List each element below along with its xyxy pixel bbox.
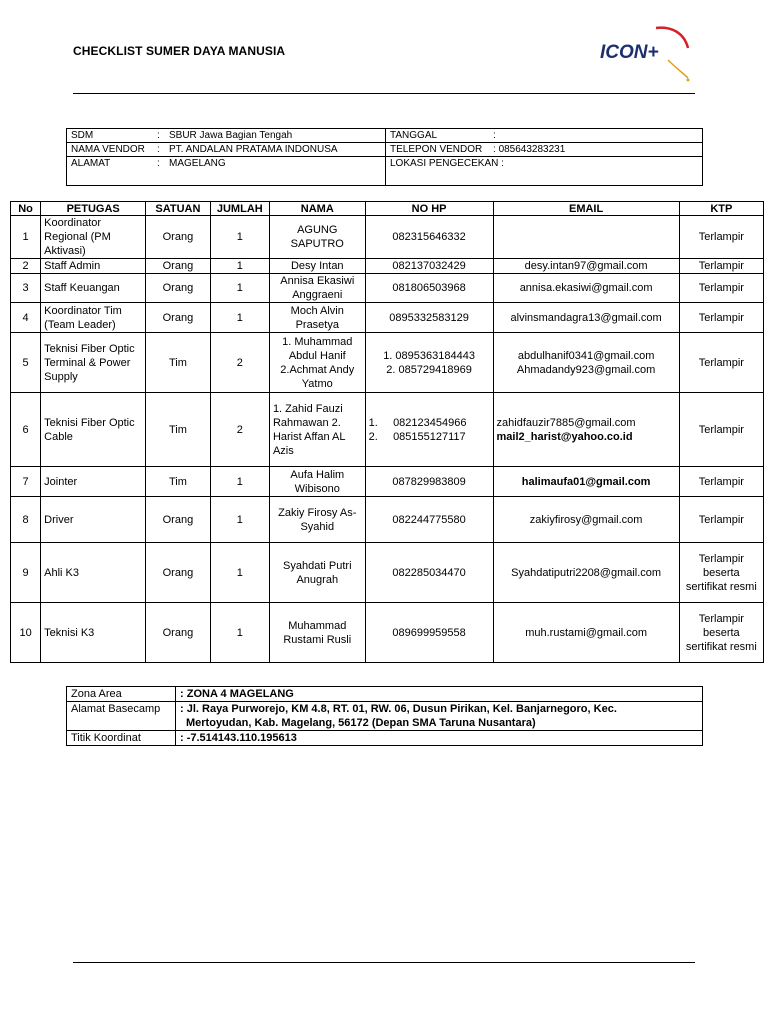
header-jumlah: JUMLAH <box>210 202 269 216</box>
header-satuan: SATUAN <box>146 202 210 216</box>
table-row: 9 Ahli K3 Orang 1 Syahdati Putri Anugrah 082285034470 Syahdatiputri2208@gmail.com Terlampir beserta sertifikat resmi <box>11 543 764 603</box>
header-no-hp: NO HP <box>365 202 493 216</box>
table-row: 2 Staff Admin Orang 1 Desy Intan 082137032429 desy.intan97@gmail.com Terlampir <box>11 259 764 274</box>
table-row: 4 Koordinator Tim (Team Leader) Orang 1 Moch Alvin Prasetya 0895332583129 alvinsmandagra13@gmail.com Terlampir <box>11 303 764 333</box>
info-table <box>66 128 703 186</box>
table-row: 10 Teknisi K3 Orang 1 Muhammad Rustami Rusli 089699959558 muh.rustami@gmail.com Terlampir beserta sertifikat resmi <box>11 603 764 663</box>
tanggal-cell: TANGGAL : <box>386 129 703 143</box>
telepon-cell: TELEPON VENDOR : 085643283231 <box>386 143 703 157</box>
table-row: 6 Teknisi Fiber Optic Cable Tim 2 1. Zahid Fauzi Rahmawan 2. Harist Affan AL Azis 1. 082123454966 2. 085155127117 zahidfauzir7885@gmail.com mail2_harist@yahoo.co.id Terlampir <box>11 393 764 467</box>
svg-text:ICON+: ICON+ <box>600 42 659 63</box>
table-row: 8 Driver Orang 1 Zakiy Firosy As-Syahid 082244775580 zakiyfirosy@gmail.com Terlampir <box>11 497 764 543</box>
table-row: 5 Teknisi Fiber Optic Terminal & Power Supply Tim 2 1. Muhammad Abdul Hanif 2.Achmat Andy Yatmo 1. 0895363184443 2. 085729418969 abdulhanif0341@gmail.com Ahmadandy923@gmail.com Terlampir <box>11 333 764 393</box>
alamat-basecamp-value: : Jl. Raya Purworejo, KM 4.8, RT. 01, RW. 06, Dusun Pirikan, Kel. Banjarnegoro, Kec. Mertoyudan, Kab. Magelang, 56172 (Depan SMA Taruna Nusantara) <box>176 702 703 731</box>
sdm-cell: SDM : SBUR Jawa Bagian Tengah <box>67 129 386 143</box>
header-no: No <box>11 202 41 216</box>
alamat-basecamp-label: Alamat Basecamp <box>67 702 176 731</box>
zona-label: Zona Area <box>67 687 176 702</box>
icon-plus-logo <box>598 20 698 90</box>
table-row: 1 Koordinator Regional (PM Aktivasi) Orang 1 AGUNG SAPUTRO 082315646332 Terlampir <box>11 216 764 259</box>
bottom-rule <box>73 962 695 963</box>
titik-koordinat-label: Titik Koordinat <box>67 731 176 746</box>
table-row: 3 Staff Keuangan Orang 1 Annisa Ekasiwi Anggraeni 081806503968 annisa.ekasiwi@gmail.com Terlampir <box>11 274 764 303</box>
zona-value: : ZONA 4 MAGELANG <box>176 687 703 702</box>
table-header-row <box>11 202 764 216</box>
table-row: 7 Jointer Tim 1 Aufa Halim Wibisono 087829983809 halimaufa01@gmail.com Terlampir <box>11 467 764 497</box>
header-petugas: PETUGAS <box>41 202 146 216</box>
top-rule <box>73 93 695 94</box>
lokasi-cell: LOKASI PENGECEKAN : <box>386 157 703 186</box>
header-nama: NAMA <box>269 202 365 216</box>
titik-koordinat-value: : -7.514143.110.195613 <box>176 731 703 746</box>
alamat-cell: ALAMAT : MAGELANG <box>67 157 386 186</box>
zone-table <box>66 686 703 746</box>
document-title: CHECKLIST SUMER DAYA MANUSIA <box>73 44 286 58</box>
header-ktp: KTP <box>679 202 763 216</box>
header-email: EMAIL <box>493 202 679 216</box>
vendor-cell: NAMA VENDOR : PT. ANDALAN PRATAMA INDONUSA <box>67 143 386 157</box>
personnel-table <box>10 201 764 663</box>
